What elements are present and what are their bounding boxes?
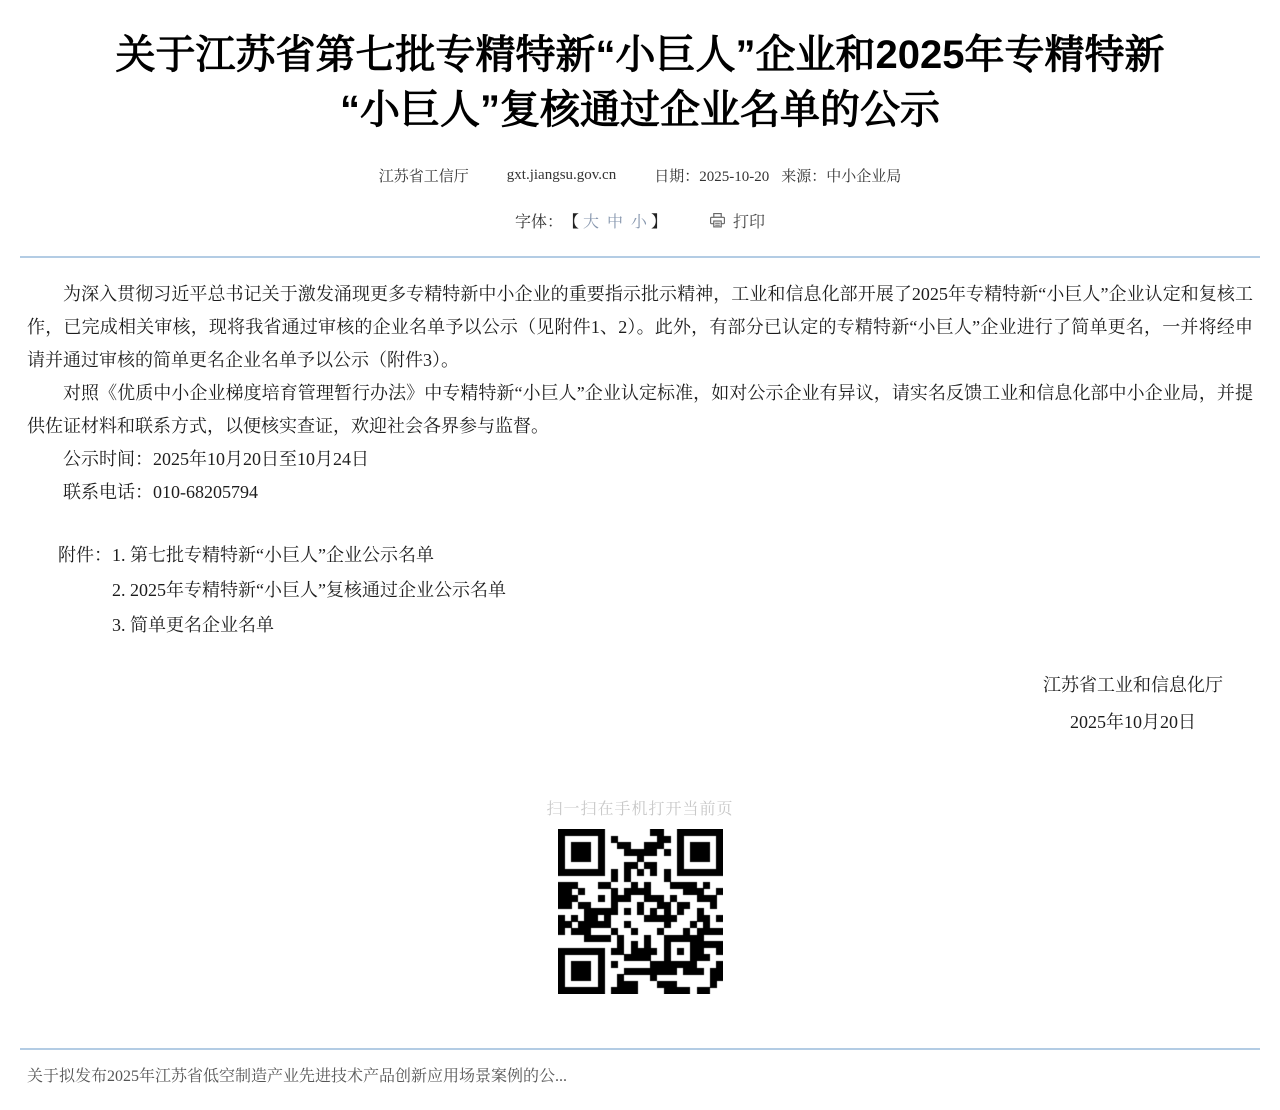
paragraph-2: 对照《优质中小企业梯度培育管理暂行办法》中专精特新“小巨人”企业认定标准，如对公示企业有异议，请实名反馈工业和信息化部中小企业局，并提供佐证材料和联系方式，以便核实查证，欢迎社会各界参与监督。 <box>27 383 1253 436</box>
header-divider <box>20 256 1260 258</box>
attachments-block <box>27 538 1253 643</box>
bracket-open: 【 <box>562 214 579 231</box>
attachment-row <box>58 608 1253 643</box>
font-size-label: 字体： <box>514 214 563 231</box>
font-size-small-button[interactable]: 小 <box>627 209 651 232</box>
attachment-row <box>58 538 1253 573</box>
attachment-row <box>58 573 1253 608</box>
publish-date: 日期：2025-10-20 <box>654 169 770 185</box>
toolbar <box>0 209 1280 232</box>
paragraph-1: 为深入贯彻习近平总书记关于激发涌现更多专精特新中小企业的重要指示批示精神，工业和信息化部开展了2025年专精特新“小巨人”企业认定和复核工作，已完成相关审核，现将我省通过审核的企业名单予以公示（见附件1、2）。此外，有部分已认定的专精特新“小巨人”企业进行了简单更名，一并将经申请并通过审核的简单更名企业名单予以公示（附件3）。 <box>27 284 1253 370</box>
printer-icon <box>709 212 726 229</box>
publicity-period: 公示时间：2025年10月20日至10月24日 <box>63 449 369 469</box>
attachment-link-1[interactable]: 1. 第七批专精特新“小巨人”企业公示名单 <box>112 545 434 565</box>
attachment-link-2[interactable]: 2. 2025年专精特新“小巨人”复核通过企业公示名单 <box>112 580 506 600</box>
font-size-medium-button[interactable]: 中 <box>603 209 627 232</box>
contact-phone: 联系电话：010-68205794 <box>63 482 258 502</box>
qr-scan-hint: 扫一扫在手机打开当前页 <box>546 801 734 818</box>
qr-section <box>0 796 1280 999</box>
font-size-large-button[interactable]: 大 <box>579 209 603 232</box>
signature-block <box>27 667 1253 741</box>
meta-row <box>0 165 1280 186</box>
footer-bar <box>20 1048 1260 1086</box>
page-title-line2: “小巨人”复核通过企业名单的公示 <box>340 88 940 132</box>
article-body <box>27 278 1253 741</box>
footer-related-article-link[interactable]: 关于拟发布2025年江苏省低空制造产业先进技术产品创新应用场景案例的公... <box>27 1068 568 1085</box>
qr-code <box>558 829 723 994</box>
source-org: 江苏省工信厅 <box>378 169 469 185</box>
signature-org: 江苏省工业和信息化厅 <box>1043 675 1223 695</box>
attachment-link-3[interactable]: 3. 简单更名企业名单 <box>112 615 274 635</box>
page-title-line1: 关于江苏省第七批专精特新“小巨人”企业和2025年专精特新 <box>115 33 1165 77</box>
page-title <box>0 0 1280 138</box>
attachments-label: 附件： <box>58 545 112 565</box>
signature-date: 2025年10月20日 <box>1070 712 1196 732</box>
website-url: gxt.jiangsu.gov.cn <box>506 167 617 183</box>
bracket-close: 】 <box>651 214 668 231</box>
origin-source: 来源：中小企业局 <box>781 169 902 185</box>
print-button[interactable] <box>709 209 765 232</box>
print-label: 打印 <box>733 214 766 231</box>
